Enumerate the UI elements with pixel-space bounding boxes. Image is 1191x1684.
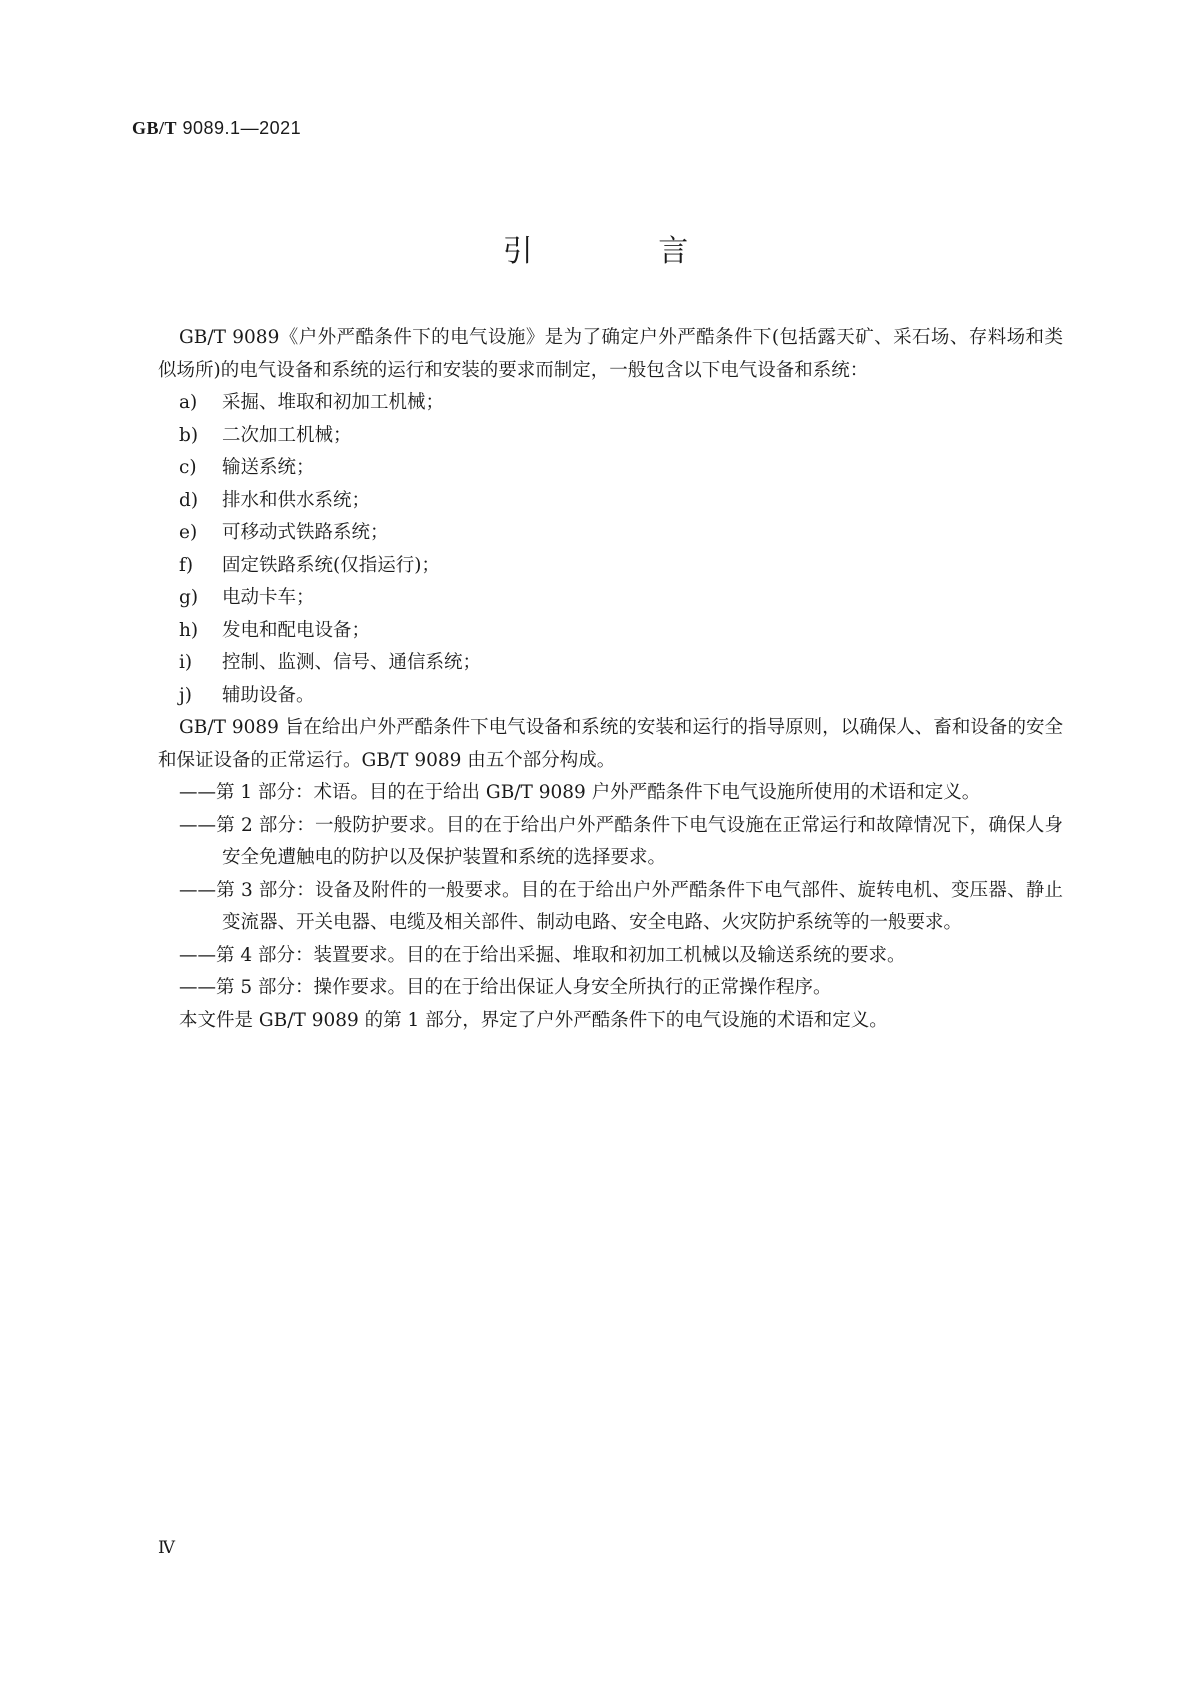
part-item: ——第 5 部分：操作要求。目的在于给出保证人身安全所执行的正常操作程序。 [179, 977, 832, 998]
list-item-label: j) [179, 684, 192, 706]
list-item [158, 647, 1063, 680]
part-item: ——第 1 部分：术语。目的在于给出 GB/T 9089 户外严酷条件下电气设施所使用的术语和定义。 [179, 782, 981, 803]
standard-code [132, 118, 301, 139]
page-number: Ⅳ [158, 1538, 175, 1557]
list-item [158, 485, 1063, 518]
list-item-label: g) [179, 587, 199, 608]
list-item [158, 680, 1063, 713]
parts-list [158, 777, 1063, 1005]
list-item-text: 控制、监测、信号、通信系统； [222, 652, 482, 673]
list-item-label: e) [179, 522, 198, 543]
list-item [158, 550, 1063, 583]
list-item-label: c) [179, 457, 197, 478]
closing-paragraph: 本文件是 GB/T 9089 的第 1 部分，界定了户外严酷条件下的电气设施的术语和定义。 [179, 1009, 888, 1031]
list-item-label: h) [179, 619, 199, 641]
list-item-text: 辅助设备。 [222, 684, 315, 706]
list-item [158, 387, 1063, 420]
list-item-text: 发电和配电设备； [222, 619, 371, 641]
list-item [158, 517, 1063, 550]
list-item-text: 二次加工机械； [222, 424, 352, 446]
purpose-paragraph: GB/T 9089 旨在给出户外严酷条件下电气设备和系统的安装和运行的指导原则，以确保人、畜和设备的安全和保证设备的正常运行。GB/T 9089 由五个部分构成。 [158, 717, 1063, 771]
part-item: ——第 3 部分：设备及附件的一般要求。目的在于给出户外严酷条件下电气部件、旋转电机、变压器、静止变流器、开关电器、电缆及相关部件、制动电路、安全电路、火灾防护系统等的一般要求。 [179, 879, 1063, 933]
list-item [158, 452, 1063, 485]
list-item-text: 采掘、堆取和初加工机械； [222, 392, 445, 413]
list-item-text: 固定铁路系统(仅指运行)； [222, 554, 440, 576]
list-item-label: f) [179, 554, 194, 576]
equipment-list [158, 387, 1063, 712]
list-item-label: b) [179, 424, 199, 446]
list-item-label: a) [179, 392, 198, 413]
standard-prefix: GB/T [132, 118, 178, 138]
part-item: ——第 2 部分：一般防护要求。目的在于给出户外严酷条件下电气设施在正常运行和故障情况下，确保人身安全免遭触电的防护以及保护装置和系统的选择要求。 [179, 814, 1063, 868]
list-item [158, 615, 1063, 648]
standard-number: 9089.1—2021 [177, 118, 302, 138]
intro-paragraph: GB/T 9089《户外严酷条件下的电气设施》是为了确定户外严酷条件下(包括露天矿、采石场、存料场和类似场所)的电气设备和系统的运行和安装的要求而制定，一般包含以下电气设备和系统： [158, 327, 1063, 381]
introduction-body [158, 322, 1063, 1037]
list-item-text: 电动卡车； [222, 587, 315, 608]
part-item: ——第 4 部分：装置要求。目的在于给出采掘、堆取和初加工机械以及输送系统的要求。 [179, 944, 906, 966]
list-item [158, 582, 1063, 615]
list-item-text: 排水和供水系统； [222, 489, 371, 511]
list-item-text: 可移动式铁路系统； [222, 522, 389, 543]
list-item-label: d) [179, 489, 199, 511]
section-title: 引 言 [502, 234, 747, 269]
list-item-text: 输送系统； [222, 457, 315, 478]
list-item-label: i) [179, 652, 193, 673]
list-item [158, 420, 1063, 453]
